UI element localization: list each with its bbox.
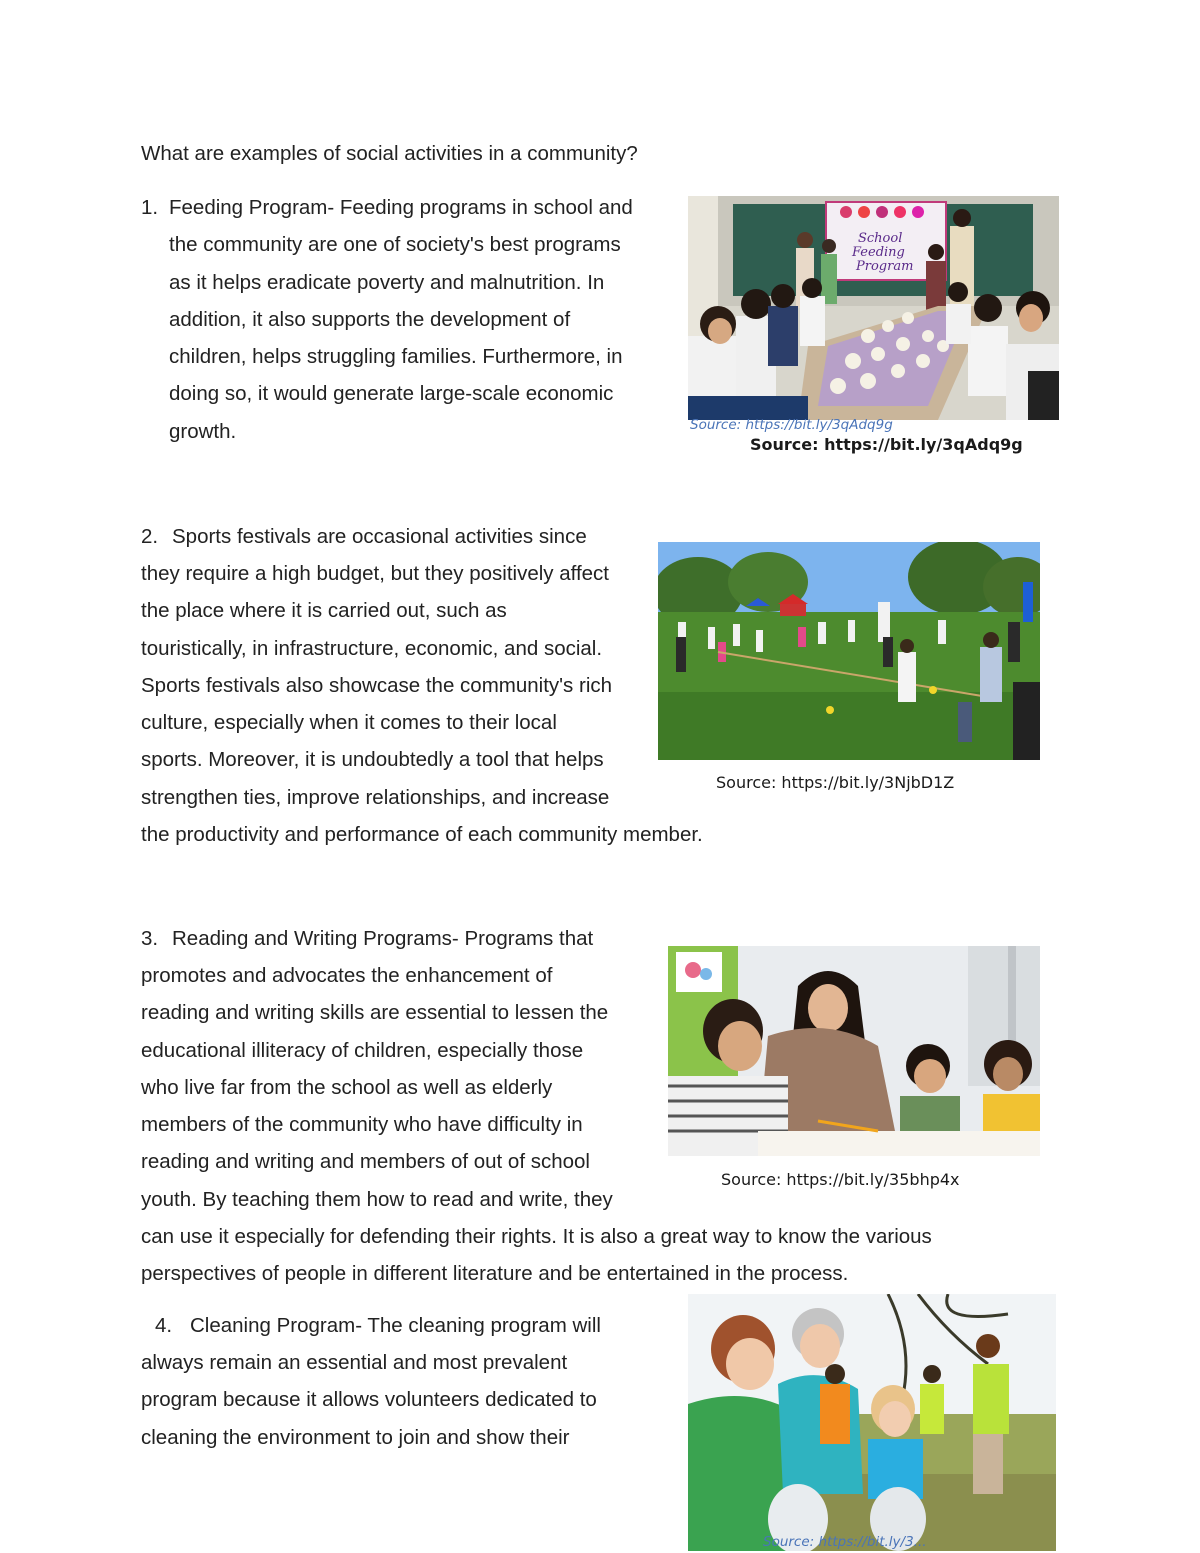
list-number: 2. xyxy=(141,525,159,548)
text-line: Sports festivals are occasional activities since xyxy=(172,525,587,548)
list-number: 4. xyxy=(155,1314,173,1337)
image-caption: Source: https://bit.ly/35bhp4x xyxy=(721,1170,960,1189)
text-line: the place where it is carried out, such as xyxy=(141,599,507,623)
text-line: growth. xyxy=(169,419,237,443)
cleaning-program-photo xyxy=(688,1294,1056,1551)
text-line: as it helps eradicate poverty and malnutrition. In xyxy=(169,270,605,294)
text-line: educational illiteracy of children, especially those xyxy=(141,1038,584,1062)
text-line: Cleaning Program- The cleaning program will xyxy=(190,1314,601,1337)
text-line: reading and writing skills are essential to lessen the xyxy=(141,1001,609,1025)
text-line: the community are one of society's best programs xyxy=(169,233,621,257)
feeding-program-photo xyxy=(688,196,1059,420)
item-3-text-cont xyxy=(141,957,649,1218)
text-line: children, helps struggling families. Furthermore, in xyxy=(169,345,623,369)
sign-text-line: Program xyxy=(856,259,914,274)
sign-text-line: Feeding xyxy=(852,245,905,260)
item-2-text-tail: the productivity and performance of each community member. xyxy=(141,823,703,846)
text-line: youth. By teaching them how to read and write, they xyxy=(141,1187,613,1211)
text-line: who live far from the school as well as elderly xyxy=(141,1075,553,1099)
text-line: cleaning the environment to join and show their xyxy=(141,1425,570,1449)
text-line: Sports festivals also showcase the community's rich xyxy=(141,673,613,697)
image-caption: Source: https://bit.ly/3NjbD1Z xyxy=(716,773,955,792)
item-3-text xyxy=(141,920,649,957)
image-overlay-caption: Source: https://bit.ly/3... xyxy=(763,1534,927,1550)
text-line: program because it allows volunteers dedicated to xyxy=(141,1388,597,1412)
text-line: culture, especially when it comes to their local xyxy=(141,711,557,735)
text-line: always remain an essential and most prevalent xyxy=(141,1351,568,1374)
sports-festival-photo xyxy=(658,542,1040,760)
reading-writing-photo xyxy=(668,946,1040,1156)
item-3-text-tail xyxy=(141,1218,1057,1293)
text-line: sports. Moreover, it is undoubtedly a tool that helps xyxy=(141,748,604,772)
image-caption: Source: https://bit.ly/3qAdq9g xyxy=(750,435,1023,454)
text-line: Feeding Program- Feeding programs in school and xyxy=(169,196,633,219)
item-2-text xyxy=(141,518,639,555)
item-4-text xyxy=(141,1307,669,1344)
image-overlay-caption: Source: https://bit.ly/3qAdq9g xyxy=(690,417,893,433)
list-number: 3. xyxy=(141,927,159,950)
text-line: doing so, it would generate large-scale economic xyxy=(169,382,614,406)
text-line: strengthen ties, improve relationships, and increase xyxy=(141,785,610,809)
text-line: reading and writing and members of out of school xyxy=(141,1150,590,1174)
text-line: they require a high budget, but they positively affect xyxy=(141,562,610,585)
text-line: addition, it also supports the development of xyxy=(169,307,571,331)
list-number: 1. xyxy=(141,196,159,219)
text-line: members of the community who have difficulty in xyxy=(141,1113,583,1137)
item-1-text xyxy=(169,189,669,450)
text-line: touristically, in infrastructure, economic, and social. xyxy=(141,636,603,660)
item-2-text-cont xyxy=(141,555,639,816)
text-line: promotes and advocates the enhancement of xyxy=(141,964,553,987)
text-line: can use it especially for defending their rights. It is also a great way to know the various xyxy=(141,1225,932,1248)
text-line: Reading and Writing Programs- Programs that xyxy=(172,927,594,950)
page-heading: What are examples of social activities in a community? xyxy=(141,142,638,165)
item-4-text-cont xyxy=(141,1344,669,1456)
text-line: perspectives of people in different literature and be entertained in the process. xyxy=(141,1262,849,1286)
sign-text-line: School xyxy=(858,231,903,246)
